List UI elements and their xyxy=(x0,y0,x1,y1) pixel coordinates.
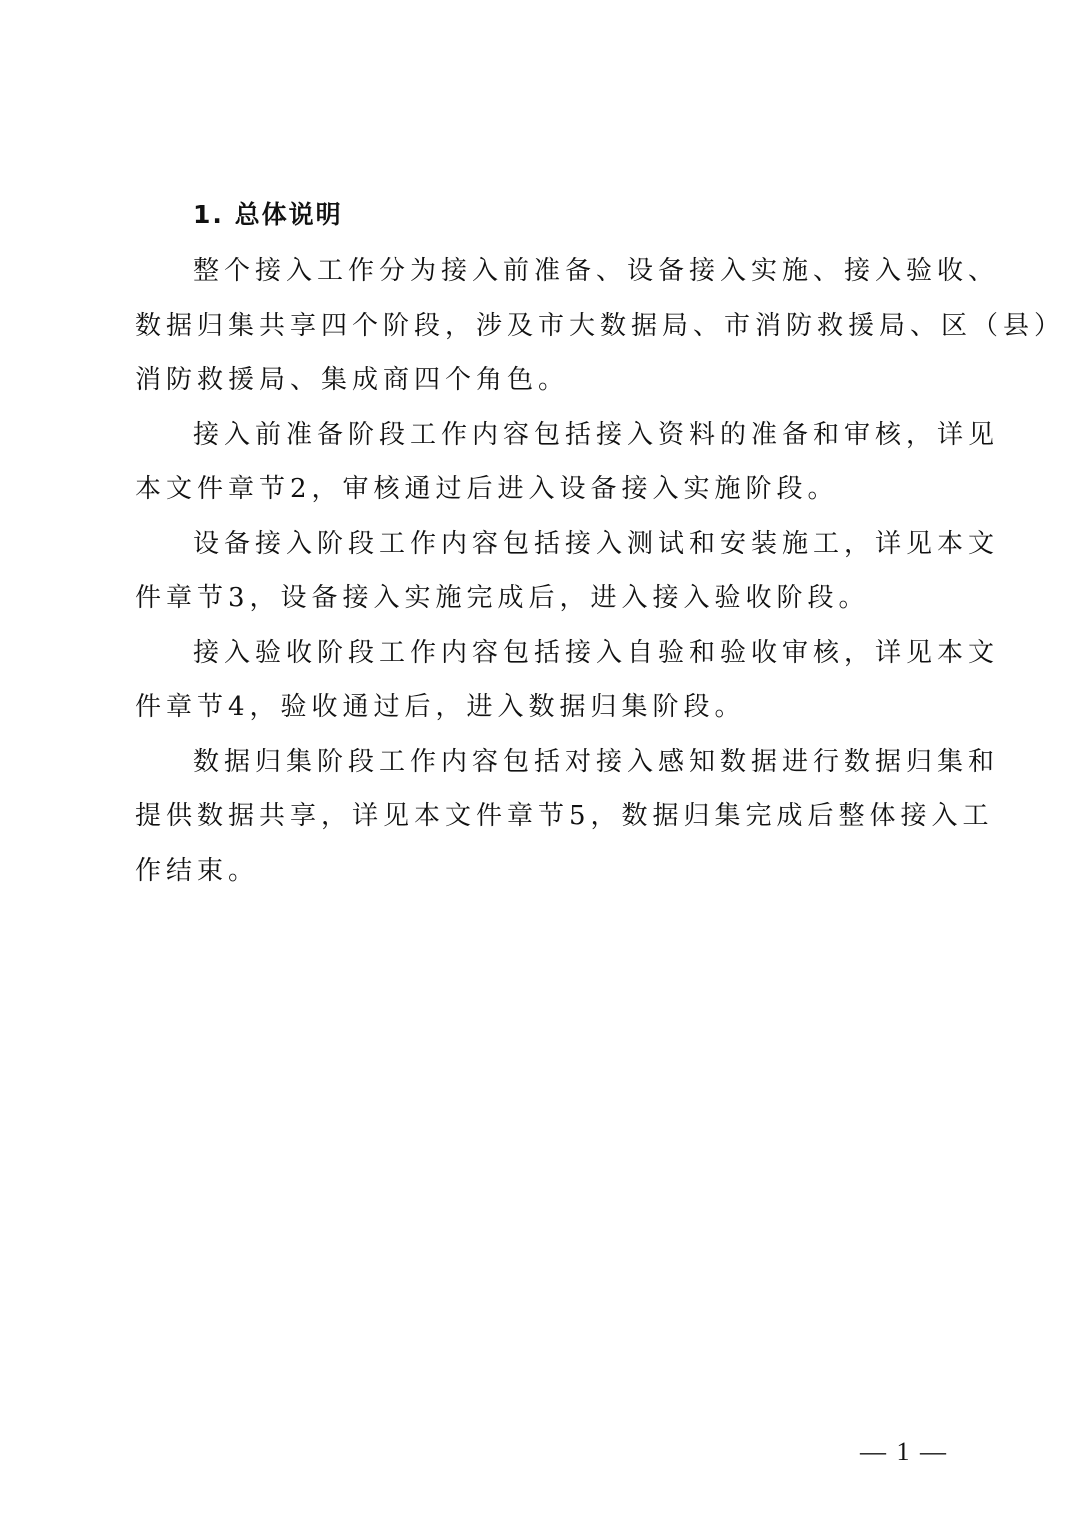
paragraph-implementation-stage xyxy=(135,517,1000,626)
paragraph-line: 作结束。 xyxy=(135,855,260,886)
page-number: — 1 — xyxy=(860,1437,948,1466)
paragraph-line: 整个接入工作分为接入前准备、设备接入实施、接入验收、 xyxy=(193,256,1000,286)
paragraph-line: 数据归集共享四个阶段，涉及市大数据局、市消防救援局、区（县） xyxy=(135,310,1066,341)
document-body xyxy=(135,192,1066,898)
paragraph-line: 设备接入阶段工作内容包括接入测试和安装施工，详见本文 xyxy=(193,528,1000,559)
paragraph-data-collection-stage xyxy=(135,735,1000,899)
paragraph-overview xyxy=(135,244,1066,408)
section-heading: 1. 总体说明 xyxy=(193,200,343,229)
paragraph-preparation-stage xyxy=(135,408,1000,517)
paragraph-line: 件章节4，验收通过后，进入数据归集阶段。 xyxy=(135,692,746,722)
paragraph-line: 件章节3，设备接入实施完成后，进入接入验收阶段。 xyxy=(135,583,870,613)
paragraph-line: 接入验收阶段工作内容包括接入自验和验收审核，详见本文 xyxy=(193,637,1000,668)
paragraph-line: 数据归集阶段工作内容包括对接入感知数据进行数据归集和 xyxy=(193,746,1000,777)
paragraph-acceptance-stage xyxy=(135,626,1000,735)
paragraph-line: 本文件章节2，审核通过后进入设备接入实施阶段。 xyxy=(135,474,839,504)
paragraph-line: 接入前准备阶段工作内容包括接入资料的准备和审核，详见 xyxy=(193,419,1000,450)
paragraph-line: 消防救援局、集成商四个角色。 xyxy=(135,365,570,395)
paragraph-line: 提供数据共享，详见本文件章节5，数据归集完成后整体接入工 xyxy=(135,801,994,831)
